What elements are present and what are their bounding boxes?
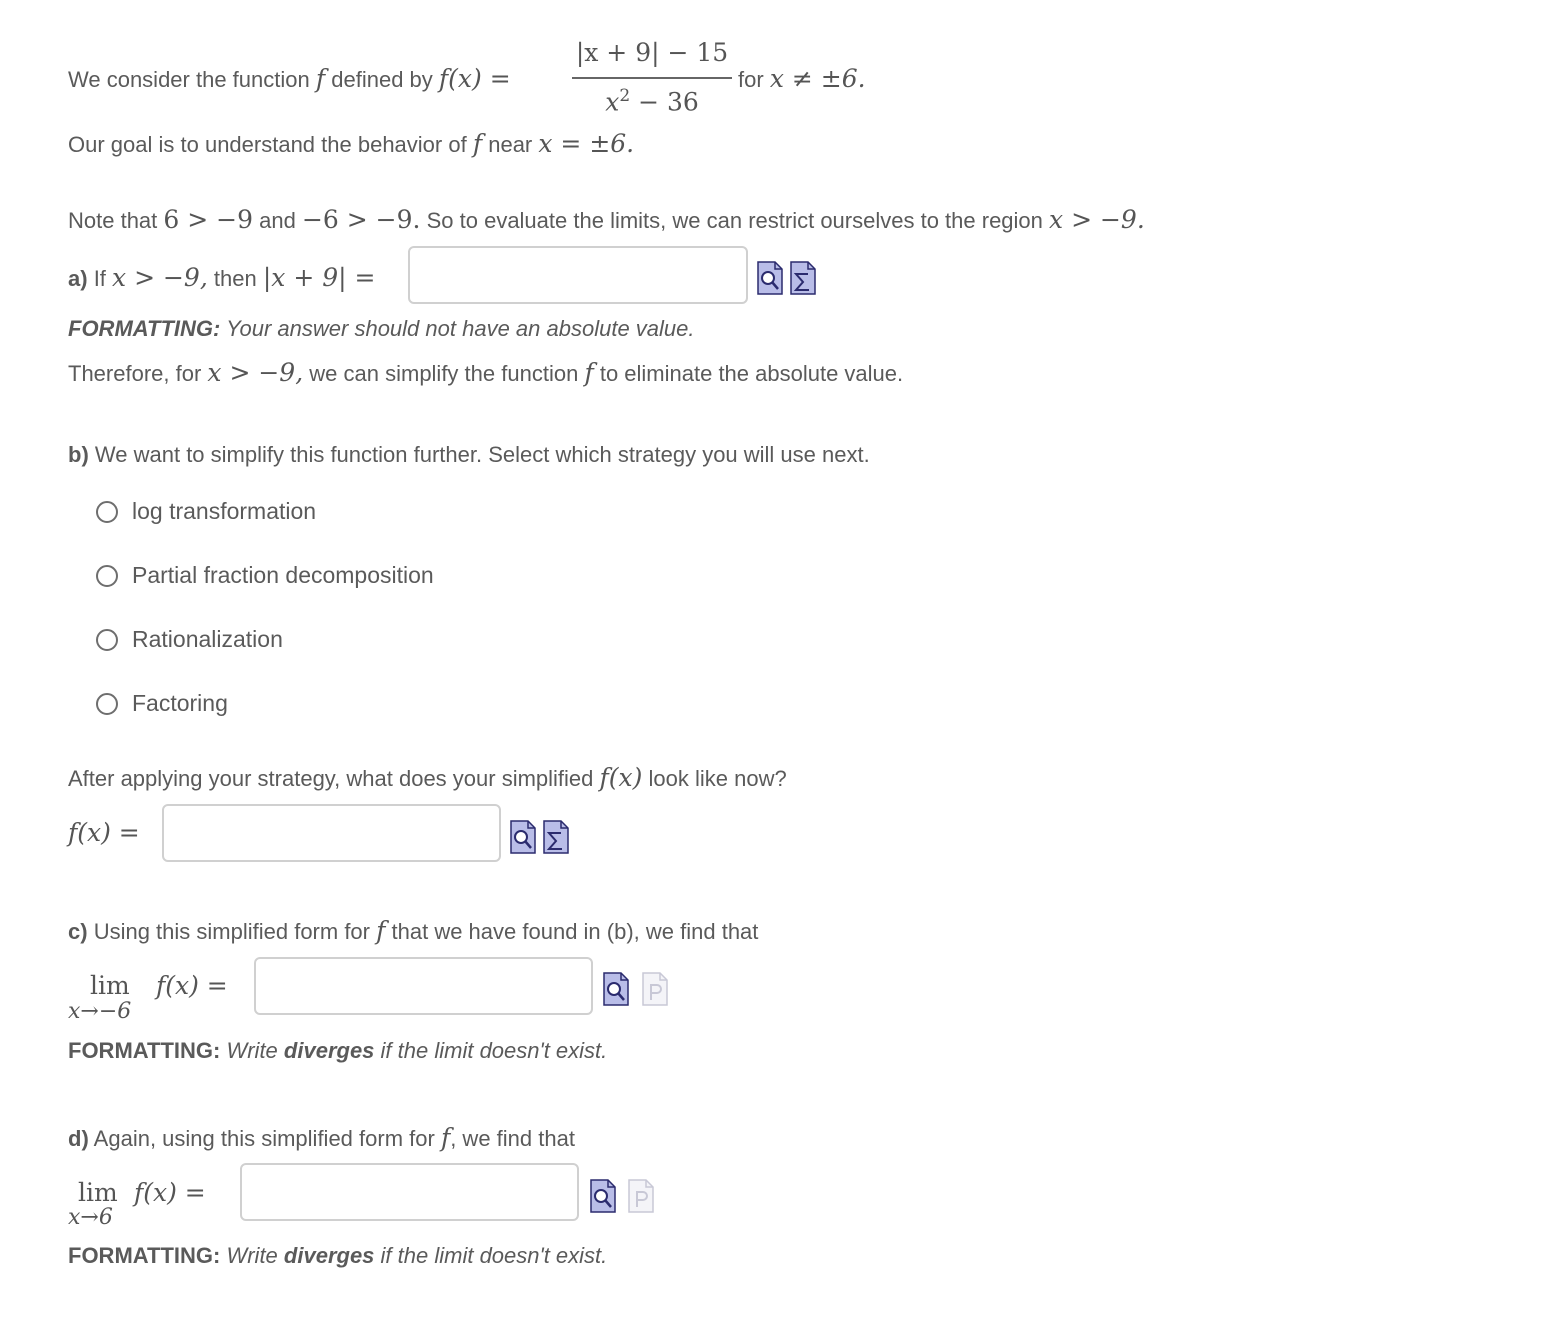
part-c-formatting: FORMATTING: Write diverges if the limit doesn't exist. — [68, 1038, 608, 1063]
fraction-bar — [572, 77, 732, 79]
equation-editor-icon[interactable] — [790, 261, 816, 295]
radio-button[interactable] — [96, 693, 118, 715]
fraction-denominator: $x^2 - 36$ — [605, 86, 699, 117]
part-b-prompt: b) We want to simplify this function further. Select which strategy you will use next. — [68, 442, 870, 467]
part-c-answer-input[interactable] — [254, 957, 593, 1015]
help-doc-icon[interactable] — [628, 1179, 654, 1213]
radio-button[interactable] — [96, 501, 118, 523]
preview-icon[interactable] — [603, 972, 629, 1006]
part-a-prompt: a) If x > −9, then |x + 9| = — [68, 263, 376, 292]
intro-lead: We consider the function — [68, 67, 310, 92]
part-d-lim-fx: f(x) = — [134, 1178, 206, 1207]
function-fraction — [572, 36, 732, 126]
part-c-lim-fx: f(x) = — [156, 971, 228, 1000]
intro-domain: for x ≠ ±6. — [738, 64, 866, 93]
note-line: Note that 6 > −9 and −6 > −9. So to evaluate the limits, we can restrict ourselves to the region x > −9. — [68, 205, 1145, 234]
preview-icon[interactable] — [757, 261, 783, 295]
after-strategy-line: After applying your strategy, what does your simplified f(x) look like now? — [68, 763, 787, 792]
option-partial-fraction[interactable]: Partial fraction decomposition — [96, 562, 434, 589]
option-rationalization[interactable]: Rationalization — [96, 626, 283, 653]
part-d-formatting: FORMATTING: Write diverges if the limit doesn't exist. — [68, 1243, 608, 1268]
equation-editor-icon[interactable] — [543, 820, 569, 854]
part-a-formatting: FORMATTING: Your answer should not have an absolute value. — [68, 316, 695, 341]
fraction-numerator: |x + 9| − 15 — [575, 38, 729, 67]
part-d-lim: lim — [78, 1178, 118, 1207]
part-b-label: b) — [68, 442, 89, 467]
intro-fx: f(x) = — [438, 64, 511, 93]
intro-defined-by: defined by — [331, 67, 433, 92]
preview-icon[interactable] — [510, 820, 536, 854]
preview-icon[interactable] — [590, 1179, 616, 1213]
part-b-answer-input[interactable] — [162, 804, 501, 862]
part-c-prompt: c) Using this simplified form for f that we have found in (b), we find that — [68, 916, 759, 945]
radio-button[interactable] — [96, 629, 118, 651]
option-factoring[interactable]: Factoring — [96, 690, 228, 717]
help-doc-icon[interactable] — [642, 972, 668, 1006]
intro-line — [68, 64, 511, 93]
part-d-prompt: d) Again, using this simplified form for f, we find that — [68, 1123, 575, 1152]
option-log-transformation[interactable]: log transformation — [96, 498, 316, 525]
part-a-label: a) — [68, 266, 88, 291]
part-c-lim-sub: x→−6 — [68, 999, 132, 1024]
part-d-lim-sub: x→6 — [68, 1205, 113, 1230]
therefore-line: Therefore, for x > −9, we can simplify the function f to eliminate the absolute value. — [68, 358, 904, 387]
goal-line: Our goal is to understand the behavior of f near x = ±6. — [68, 129, 635, 158]
part-c-label: c) — [68, 919, 88, 944]
part-d-label: d) — [68, 1126, 89, 1151]
part-a-answer-input[interactable] — [408, 246, 748, 304]
radio-button[interactable] — [96, 565, 118, 587]
part-b-fx-label: f(x) = — [68, 818, 140, 847]
part-d-answer-input[interactable] — [240, 1163, 579, 1221]
intro-f: f — [315, 64, 326, 93]
part-c-lim: lim — [90, 971, 130, 1000]
